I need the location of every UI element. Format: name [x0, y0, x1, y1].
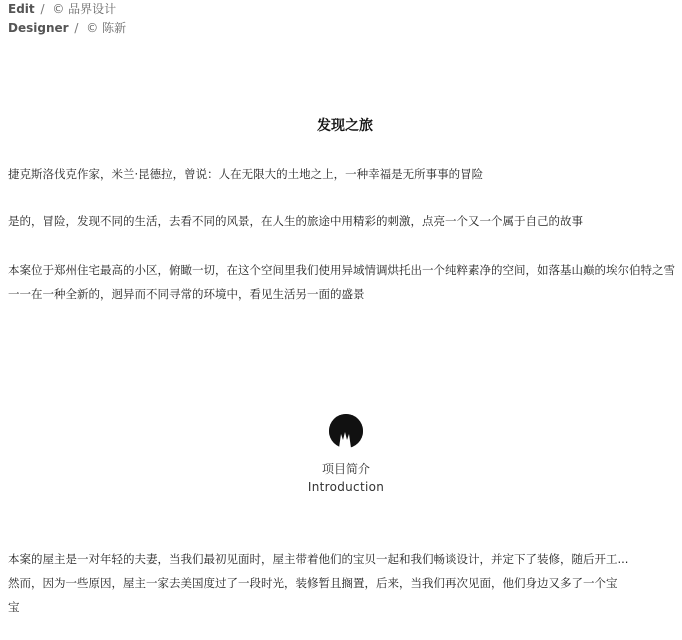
introduction-line: 宝 — [8, 600, 20, 614]
credit-role: Edit — [8, 2, 35, 16]
logo-mark-icon — [329, 414, 363, 448]
introduction-line: 然而，因为一些原因，屋主一家去美国度过了一段时光，装修暂且搁置，后来，当我们再次见面，他们身边又多了一个宝 — [8, 576, 618, 590]
black-circle-logo-icon — [329, 414, 363, 448]
section-title-chinese: 项目简介 — [321, 462, 370, 476]
credit-designer — [8, 19, 126, 38]
credit-role: Designer — [8, 21, 69, 35]
credit-name: © 陈新 — [86, 21, 127, 35]
article-paragraph: 本案位于郑州住宅最高的小区，俯瞰一切，在这个空间里我们使用异域情调烘托出一个纯粹素净的空间，如落基山巅的埃尔伯特之雪一一在一种全新的，迥异而不同寻常的环境中，看见生活另一面的盛景 — [8, 263, 675, 301]
credit-separator: / — [40, 2, 45, 16]
credit-name: © 品界设计 — [52, 2, 117, 16]
introduction-line: 本案的屋主是一对年轻的夫妻，当我们最初见面时，屋主带着他们的宝贝一起和我们畅谈设计，并定下了装修，随后开工... — [8, 552, 629, 566]
section-title-english: Introduction — [307, 480, 385, 494]
article-paragraph: 是的，冒险，发现不同的生活，去看不同的风景，在人生的旅途中用精彩的刺激，点亮一个又一个属于自己的故事 — [8, 214, 583, 228]
credits-block — [8, 0, 126, 38]
article-title: 发现之旅 — [317, 118, 373, 134]
article-paragraph: 捷克斯洛伐克作家，米兰·昆德拉，曾说：人在无限大的土地之上，一种幸福是无所事事的冒险 — [8, 167, 484, 181]
credit-edit — [8, 0, 126, 19]
introduction-paragraph — [8, 547, 682, 619]
credit-separator: / — [74, 21, 79, 35]
